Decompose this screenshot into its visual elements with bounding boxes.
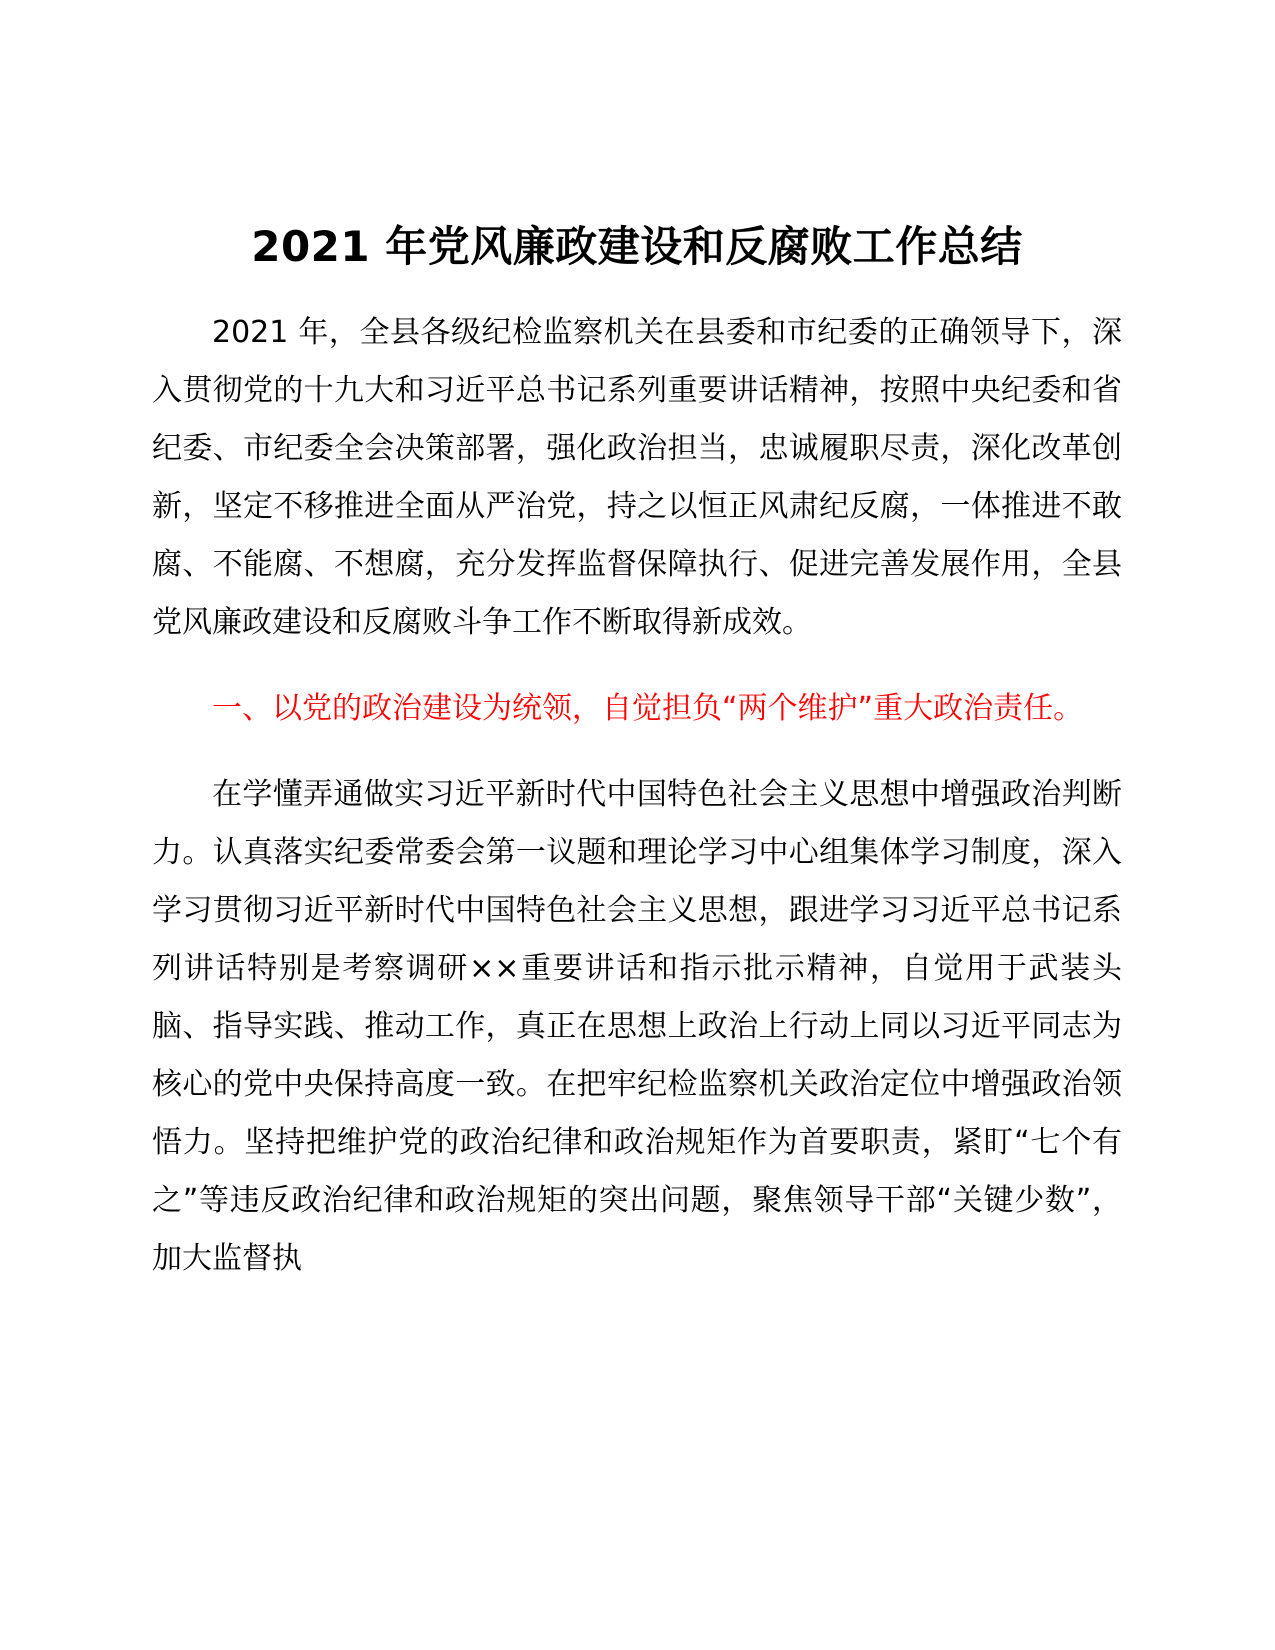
intro-paragraph: 2021 年，全县各级纪检监察机关在县委和市纪委的正确领导下，深入贯彻党的十九大和习近平总书记系列重要讲话精神，按照中央纪委和省纪委、市纪委全会决策部署，强化政治担当，忠诚履职尽责，深化改革创新，坚定不移推进全面从严治党，持之以恒正风肃纪反腐，一体推进不敢腐、不能腐、不想腐，充分发挥监督保障执行、促进完善发展作用，全县党风廉政建设和反腐败斗争工作不断取得新成效。: [152, 315, 1122, 640]
document-page: [152, 218, 1122, 1288]
document-title: 2021 年党风廉政建设和反腐败工作总结: [251, 222, 1023, 271]
section-body-paragraph: 在学懂弄通做实习近平新时代中国特色社会主义思想中增强政治判断力。认真落实纪委常委会第一议题和理论学习中心组集体学习制度，深入学习贯彻习近平新时代中国特色社会主义思想，跟进学习习近平总书记系列讲话特别是考察调研××重要讲话和指示批示精神，自觉用于武装头脑、指导实践、推动工作，真正在思想上政治上行动上同以习近平同志为核心的党中央保持高度一致。在把牢纪检监察机关政治定位中增强政治领悟力。坚持把维护党的政治纪律和政治规矩作为首要职责，紧盯“七个有之”等违反政治纪律和政治规矩的突出问题，聚焦领导干部“关键少数”，加大监督执: [152, 777, 1122, 1276]
section-heading: 一、以党的政治建设为统领，自觉担负“两个维护”重大政治责任。: [212, 691, 1084, 726]
